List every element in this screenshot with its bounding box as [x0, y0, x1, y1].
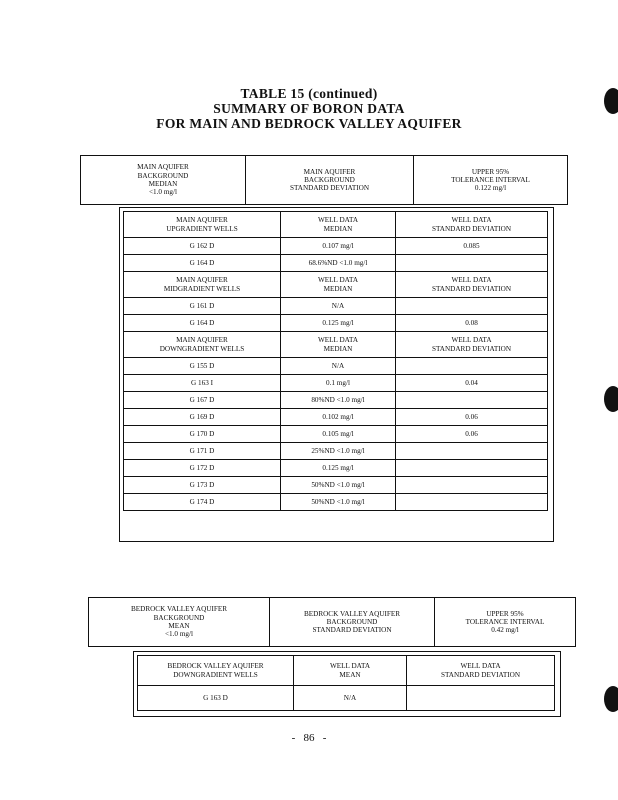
stddev-cell [396, 392, 548, 409]
median-cell: 50%ND <1.0 mg/l [281, 477, 396, 494]
header-line: WELL DATA [317, 336, 359, 345]
cell-line: <1.0 mg/l [164, 630, 193, 639]
section-header-cell [294, 656, 407, 686]
cell-line: STANDARD DEVIATION [289, 184, 370, 193]
stddev-cell [396, 443, 548, 460]
title-line-2: SUMMARY OF BORON DATA [213, 101, 405, 116]
table-row [124, 409, 548, 426]
page-number-value: 86 [303, 732, 315, 744]
cell-line: 0.122 mg/l [474, 184, 507, 193]
median-cell: 0.125 mg/l [281, 315, 396, 332]
main-wells-table [123, 211, 548, 511]
header-line: STANDARD DEVIATION [431, 344, 512, 353]
stddev-cell [396, 494, 548, 511]
table-row [124, 315, 548, 332]
median-cell: N/A [281, 298, 396, 315]
section-header-cell [124, 212, 281, 238]
section-header-row [124, 272, 548, 298]
well-id-cell: G 163 D [138, 686, 294, 711]
header-line: MEDIAN [323, 224, 353, 233]
header-line: MIDGRADIENT WELLS [163, 284, 241, 293]
bedrock-wells-table [137, 655, 555, 711]
table-row [124, 477, 548, 494]
median-cell: 0.107 mg/l [281, 238, 396, 255]
header-line: WELL DATA [451, 336, 492, 345]
header-line: STANDARD DEVIATION [431, 284, 512, 293]
bedrock-summary-table [88, 597, 576, 647]
cell-line: <1.0 mg/l [148, 188, 177, 197]
table-row [124, 375, 548, 392]
stddev-cell: 0.085 [396, 238, 548, 255]
header-line: DOWNGRADIENT WELLS [159, 344, 245, 353]
well-id-cell: G 164 D [124, 315, 281, 332]
header-line: MAIN AQUIFER [176, 216, 228, 225]
table-row [124, 255, 548, 272]
well-id-cell: G 173 D [124, 477, 281, 494]
median-cell: 80%ND <1.0 mg/l [281, 392, 396, 409]
cell-line: STANDARD DEVIATION [312, 626, 392, 635]
cell-line: BACKGROUND [326, 617, 378, 626]
cell-line: UPPER 95% [486, 609, 524, 618]
cell-line: TOLERANCE INTERVAL [465, 617, 545, 626]
cell-line: BEDROCK VALLEY AQUIFER [130, 605, 228, 614]
section-header-cell [396, 212, 548, 238]
well-id-cell: G 161 D [124, 298, 281, 315]
main-tolerance-cell [414, 156, 568, 205]
table-row [124, 443, 548, 460]
well-id-cell: G 174 D [124, 494, 281, 511]
main-bg-stddev-cell [246, 156, 414, 205]
cell-line: BACKGROUND [153, 613, 205, 622]
median-cell: 68.6%ND <1.0 mg/l [281, 255, 396, 272]
header-line: WELL DATA [317, 216, 359, 225]
median-cell: 25%ND <1.0 mg/l [281, 443, 396, 460]
median-cell: 0.102 mg/l [281, 409, 396, 426]
section-header-row [138, 656, 555, 686]
cell-line: BACKGROUND [304, 175, 355, 184]
cell-line: MEDIAN [148, 180, 178, 188]
section-header-cell [124, 332, 281, 358]
table-row [124, 460, 548, 477]
main-summary-table [80, 155, 568, 205]
main-bg-median-cell [81, 156, 246, 205]
table-row [124, 392, 548, 409]
header-line: MEDIAN [323, 284, 353, 293]
cell-line: BACKGROUND [137, 171, 189, 180]
table-row [124, 238, 548, 255]
header-line: MAIN AQUIFER [176, 336, 228, 345]
well-id-cell: G 171 D [124, 443, 281, 460]
header-line: WELL DATA [317, 276, 359, 285]
cell-line: TOLERANCE INTERVAL [451, 175, 530, 184]
header-line: BEDROCK VALLEY AQUIFER [167, 662, 264, 671]
header-line: MEAN [339, 670, 361, 679]
header-line: STANDARD DEVIATION [431, 224, 512, 233]
header-line: MAIN AQUIFER [176, 276, 228, 285]
stddev-cell [407, 686, 555, 711]
cell-line: MAIN AQUIFER [303, 167, 356, 176]
well-id-cell: G 155 D [124, 358, 281, 375]
stddev-cell: 0.06 [396, 409, 548, 426]
header-line: WELL DATA [460, 662, 501, 671]
table-row [124, 358, 548, 375]
header-line: STANDARD DEVIATION [440, 670, 521, 679]
median-cell: 50%ND <1.0 mg/l [281, 494, 396, 511]
title-line-3: FOR MAIN AND BEDROCK VALLEY AQUIFER [156, 116, 462, 131]
title-line-1: TABLE 15 (continued) [240, 86, 378, 101]
header-line: WELL DATA [451, 216, 492, 225]
section-header-cell [281, 272, 396, 298]
section-header-cell [407, 656, 555, 686]
header-line: DOWNGRADIENT WELLS [173, 670, 258, 679]
median-cell: 0.1 mg/l [281, 375, 396, 392]
table-row [124, 298, 548, 315]
section-header-row [124, 332, 548, 358]
section-header-cell [138, 656, 294, 686]
section-header-cell [281, 332, 396, 358]
stddev-cell [396, 460, 548, 477]
well-id-cell: G 162 D [124, 238, 281, 255]
well-id-cell: G 169 D [124, 409, 281, 426]
mean-cell: N/A [294, 686, 407, 711]
table-row [138, 686, 555, 711]
well-id-cell: G 170 D [124, 426, 281, 443]
stddev-cell: 0.08 [396, 315, 548, 332]
median-cell: 0.105 mg/l [281, 426, 396, 443]
bedrock-bg-stddev-cell [270, 598, 435, 647]
header-line: WELL DATA [451, 276, 492, 285]
stddev-cell [396, 358, 548, 375]
header-line: MEDIAN [323, 344, 353, 353]
well-id-cell: G 163 I [124, 375, 281, 392]
header-line: WELL DATA [329, 662, 371, 671]
bedrock-tolerance-cell [435, 598, 576, 647]
section-header-cell [396, 272, 548, 298]
bedrock-bg-mean-cell [89, 598, 270, 647]
header-line: UPGRADIENT WELLS [166, 224, 238, 233]
page-number [0, 732, 618, 744]
stddev-cell [396, 255, 548, 272]
median-cell: 0.125 mg/l [281, 460, 396, 477]
cell-line: MAIN AQUIFER [137, 163, 189, 172]
well-id-cell: G 172 D [124, 460, 281, 477]
binder-hole-bottom [604, 686, 618, 712]
binder-hole-middle [604, 386, 618, 412]
stddev-cell: 0.04 [396, 375, 548, 392]
table-row [124, 494, 548, 511]
cell-line: BEDROCK VALLEY AQUIFER [303, 609, 401, 618]
stddev-cell [396, 477, 548, 494]
cell-line: 0.42 mg/l [491, 626, 519, 635]
table-row [124, 426, 548, 443]
page-dash-left: - [291, 732, 304, 744]
cell-line: UPPER 95% [471, 167, 510, 176]
stddev-cell [396, 298, 548, 315]
median-cell: N/A [281, 358, 396, 375]
cell-line: MEAN [168, 622, 190, 630]
section-header-cell [124, 272, 281, 298]
section-header-cell [396, 332, 548, 358]
page-dash-right: - [314, 732, 327, 744]
section-header-cell [281, 212, 396, 238]
binder-hole-top [604, 88, 618, 114]
well-id-cell: G 167 D [124, 392, 281, 409]
section-header-row [124, 212, 548, 238]
stddev-cell: 0.06 [396, 426, 548, 443]
well-id-cell: G 164 D [124, 255, 281, 272]
